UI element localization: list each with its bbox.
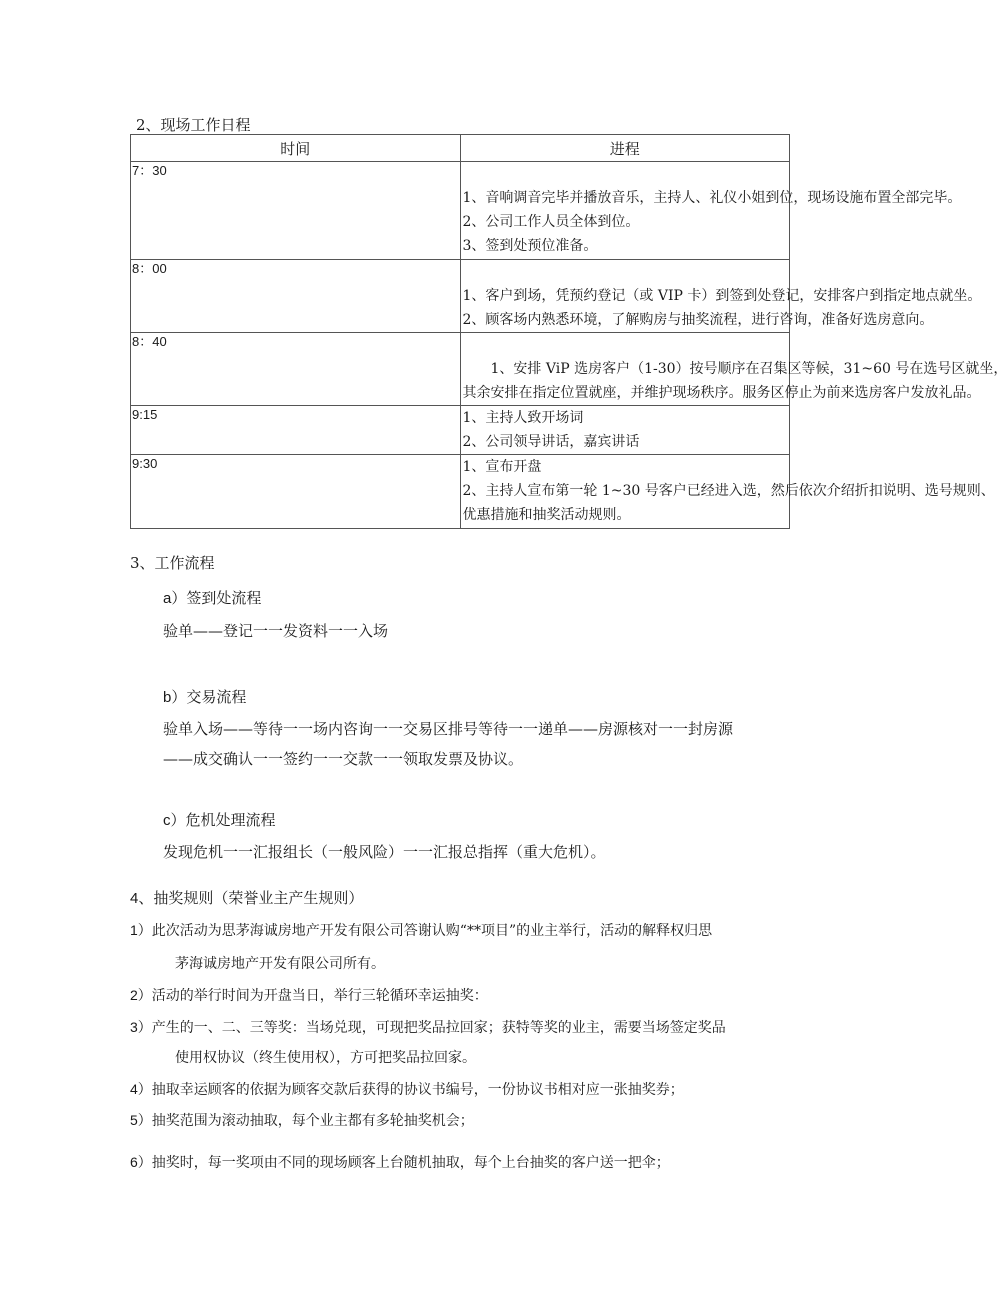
rule-item — [130, 985, 488, 1005]
rule-text: 此次活动为思茅海诚房地产开发有限公司答谢认购“**项目”的业主举行，活动的解释权归思 — [151, 923, 713, 939]
rule-continuation: 茅海诚房地产开发有限公司所有。 — [175, 956, 385, 972]
flow-a-label: a）签到处流程 — [163, 590, 262, 607]
progress-line: 1、主持人致开场词 — [462, 410, 584, 426]
row-time: 9:30 — [131, 455, 461, 529]
flow-c-text: 发现危机一一汇报组长（一般风险）一一汇报总指挥（重大危机）。 — [163, 843, 606, 861]
table-row — [131, 406, 790, 455]
rule-text: 活动的举行时间为开盘当日，举行三轮循环幸运抽奖： — [151, 988, 488, 1004]
section-3-title: 3、工作流程 — [130, 554, 215, 572]
table-row — [131, 162, 790, 260]
rule-text: 抽奖范围为滚动抽取，每个业主都有多轮抽奖机会； — [151, 1113, 474, 1129]
flow-b-label: b）交易流程 — [163, 689, 247, 706]
rule-continuation: 使用权协议（终生使用权），方可把奖品拉回家。 — [175, 1050, 476, 1066]
rule-number: 5） — [130, 1112, 152, 1128]
progress-line: 3、签到处预位准备。 — [462, 238, 598, 254]
rule-number: 4） — [130, 1081, 152, 1097]
row-time: 9:15 — [131, 406, 461, 455]
row-time: 7：30 — [131, 162, 461, 260]
rule-number: 6） — [130, 1154, 152, 1170]
progress-line: 2、公司领导讲话，嘉宾讲话 — [462, 434, 640, 450]
rule-text: 抽奖时，每一奖项由不同的现场顾客上台随机抽取，每个上台抽奖的客户送一把伞； — [151, 1155, 670, 1171]
rule-number: 1） — [130, 922, 152, 938]
rule-number: 2） — [130, 987, 152, 1003]
rule-item — [130, 1017, 726, 1037]
section-4-title: 4、抽奖规则（荣誉业主产生规则） — [130, 890, 364, 907]
table-row — [131, 333, 790, 406]
progress-line: 1、客户到场，凭预约登记（或 VIP 卡）到签到处登记，安排客户到指定地点就坐。 — [462, 288, 982, 304]
progress-line: 2、顾客场内熟悉环境，了解购房与抽奖流程，进行咨询，准备好选房意向。 — [462, 312, 934, 328]
row-progress — [460, 260, 982, 333]
progress-line: 1、安排 ViP 选房客户（1-30）按号顺序在召集区等候，31~60 号在选号区就坐， — [490, 361, 1007, 377]
row-progress — [460, 455, 995, 529]
row-time: 8：00 — [131, 260, 461, 333]
flow-b-text-2: ——成交确认一一签约一一交款一一领取发票及协议。 — [163, 750, 524, 768]
header-time: 时间 — [131, 135, 461, 162]
table-header-row — [131, 135, 790, 162]
row-time: 8：40 — [131, 333, 461, 406]
table-row — [131, 260, 790, 333]
rule-item — [130, 1152, 670, 1172]
progress-line: 1、音响调音完毕并播放音乐，主持人、礼仪小姐到位，现场设施布置全部完毕。 — [462, 190, 962, 206]
progress-line: 1、宣布开盘 — [462, 459, 542, 475]
schedule-table — [130, 134, 1007, 529]
progress-line: 2、公司工作人员全体到位。 — [462, 214, 640, 230]
rule-text: 抽取幸运顾客的依据为顾客交款后获得的协议书编号，一份协议书相对应一张抽奖券； — [151, 1082, 684, 1098]
flow-b-text-1: 验单入场——等待一一场内咨询一一交易区排号等待一一递单——房源核对一一封房源 — [163, 720, 734, 738]
flow-a-text: 验单——登记一一发资料一一入场 — [163, 622, 389, 640]
rule-item — [130, 1079, 684, 1099]
progress-line: 优惠措施和抽奖活动规则。 — [462, 507, 631, 523]
rule-item — [130, 1110, 474, 1130]
row-progress — [460, 162, 962, 260]
row-progress — [460, 406, 790, 455]
flow-c-label: c）危机处理流程 — [163, 812, 276, 829]
rule-item — [130, 920, 712, 940]
rule-number: 3） — [130, 1019, 152, 1035]
table-row — [131, 455, 790, 529]
row-progress — [460, 333, 1007, 406]
header-progress: 进程 — [460, 135, 790, 162]
progress-line: 其余安排在指定位置就座，并维护现场秩序。服务区停止为前来选房客户发放礼品。 — [462, 385, 981, 401]
progress-line: 2、主持人宣布第一轮 1~30 号客户已经进入选，然后依次介绍折扣说明、选号规则、 — [462, 483, 995, 499]
rule-text: 产生的一、二、三等奖：当场兑现，可现把奖品拉回家；获特等奖的业主，需要当场签定奖品 — [151, 1020, 726, 1036]
section-2-title: 2、现场工作日程 — [136, 116, 251, 134]
